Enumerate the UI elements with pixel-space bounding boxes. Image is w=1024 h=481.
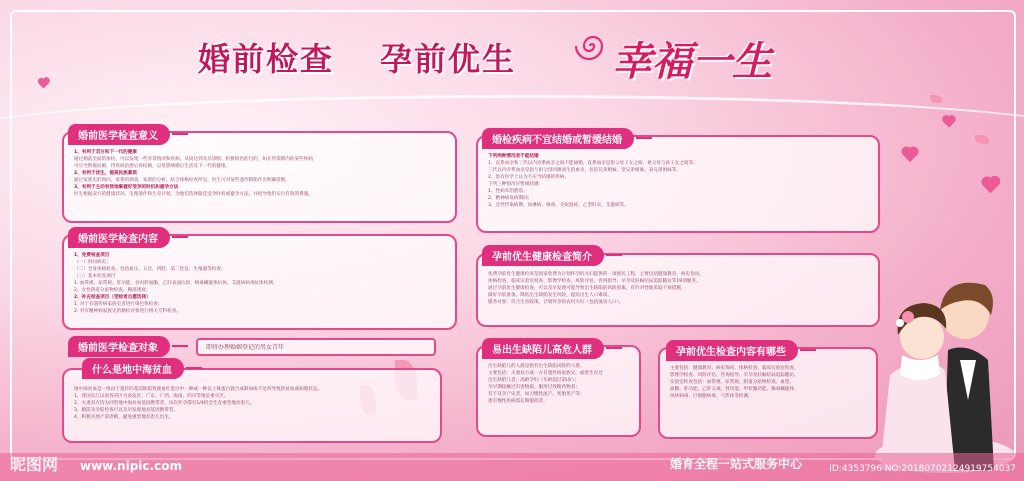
text-line: 体格检查、临床实验室检查、影像学检查、风险评估、咨询指导、早孕及妊娠结局追踪随访等19项服务。	[488, 279, 701, 284]
text-line: 1. 血常规、尿常规、肝功能、谷丙转氨酶、乙肝表面抗原、梅毒螺旋体抗体、艾滋病病毒抗体检测；	[74, 281, 278, 286]
text-line: 免费孕前优生健康检查是国家免费为计划怀孕的夫妇提供的一项惠民工程，主要包括健康教育、病史询问、	[488, 272, 704, 277]
text-line: 血糖、肝功能、乙肝五项、肾功能、甲状腺功能、梅毒螺旋体、	[670, 387, 799, 392]
text-line: 可应当暂缓结婚，待疾病治愈后再结婚，以免影响婚后生活及下一代的健康。	[74, 164, 231, 169]
text-line: 主要包括：健康教育、病史询问、体格检查、临床实验室检查、	[670, 366, 799, 371]
panel-title-highrisk: 易出生缺陷儿高危人群	[482, 338, 604, 359]
text-line: 3、急性传染病期，如淋病、梅毒、尖锐湿疣、乙型肝炎、艾滋病等。	[488, 203, 629, 208]
text-line: （一）询问病史；	[74, 260, 111, 265]
text-line: 2、有利于优生，提高民族素质	[74, 171, 137, 176]
panel-anemia	[62, 368, 442, 443]
text-line: （二）全身体格检查，包括血压、五官、四肢、第二性征、生殖器等检查；	[74, 267, 226, 272]
panel-title-significance: 婚前医学检查意义	[68, 124, 170, 145]
footer-slogan: 婚育全程一站式服务中心	[670, 457, 803, 471]
text-line: 2、患有医学上认为不应当结婚的疾病。	[488, 175, 570, 180]
panel-title-diseases: 婚检疾病不宜结婚或暂缓结婚	[482, 128, 634, 149]
panel-content	[62, 234, 457, 330]
text-line: 有不良孕产史者，如习惯性流产、死胎死产等；	[488, 392, 585, 397]
text-line: （三）基本检查项目	[74, 274, 116, 279]
text-line: 1、直系血亲和三代以内旁系血亲之间不能通婚。直系血亲是指父母子女之间、祖父母与孙子女之间等；	[488, 161, 698, 166]
text-line: 医生根据双方的健康状况、生理条件和生育计划，为他们选择最佳受孕时机或避孕方法，并指导他们实行有效的措施。	[74, 192, 313, 197]
site-url[interactable]: www.nipic.com	[80, 459, 182, 473]
text-line: 实验室检查包括：血常规、尿常规、阴道分泌物检查、血型、	[670, 380, 795, 385]
panel-diseases	[476, 135, 880, 233]
diseases-text	[488, 153, 868, 209]
target-note: 即将办理婚姻登记的男女青年	[206, 344, 285, 351]
title-prepregnancy-eugenics: 孕前优生	[380, 40, 517, 78]
panel-title-content: 婚前医学检查内容	[68, 227, 170, 248]
title-happy-life: 幸福一生	[612, 39, 772, 85]
text-line: 主要包括：夫妻双方或一方有遗传病家族史，或曾生育过	[488, 371, 603, 376]
panel-title-items: 孕前优生检查内容有哪些	[666, 340, 798, 361]
text-line: 3、有利于主动有效地掌握好受孕的时机和避孕方法	[74, 185, 179, 190]
site-logo: 昵图网	[10, 455, 59, 474]
text-line: 做好孕前准备，降低出生缺陷发生风险，提高出生人口素质。	[488, 293, 613, 298]
text-line: 出生缺陷儿者；高龄孕妇（年龄超过35岁）；	[488, 378, 579, 383]
text-line: 通过婚前全面的体检，可以发现一些异常情况和疾病，从而达到及早诊断、积极矫治的目的，如在传染期内的某些疾病，	[74, 157, 318, 162]
text-line: 1、性病未治愈前；	[488, 189, 528, 194]
text-line: 通过家族史的询问，家系的调查，家谱的分析，结合体格检查所见，医生可对某些遗传缺陷作出明确诊断。	[74, 178, 290, 183]
petal-decoration	[975, 135, 989, 144]
text-line: 3、婚前及孕前检查可以及早发现地贫基因携带者。	[74, 408, 178, 413]
panel-title-anemia: 什么是地中海贫血	[82, 358, 184, 379]
prepregnancy-text	[488, 271, 868, 306]
text-line: 通过孕前优生健康检查，可以及早发现可能导致出生缺陷的风险因素，有针对性地采取干预措施，	[488, 286, 686, 291]
text-line: 2、精神病发病期间；	[488, 196, 533, 201]
significance-text	[74, 149, 445, 198]
text-line: 1、有利于双方和下一代的健康	[74, 150, 137, 155]
text-line: 2、夫妻双方均为同型地中海贫血基因携带者，每次怀孕都有1/4机会生育重型地贫患儿。	[74, 401, 255, 406]
text-line: 下列三种情况应暂缓结婚：	[488, 182, 544, 187]
text-line: 患有慢性疾病需长期服药者。	[488, 399, 548, 404]
panel-target	[196, 338, 436, 356]
text-line: 地中海贫血是一组由于遗传的基因缺陷致使血红蛋白中一种或一种以上珠蛋白链合成缺如或不足所导致的贫血或病理状态。	[74, 387, 323, 392]
content-text	[74, 252, 445, 315]
petal-decoration	[930, 95, 942, 103]
highrisk-text	[488, 363, 629, 405]
couple-illustration	[870, 255, 1020, 475]
text-line: 2、补充检查项目（受检者自愿选择）	[74, 295, 151, 300]
image-id: ID:4353796 NO:20180702124919754037	[829, 464, 1016, 474]
items-text	[670, 365, 866, 400]
text-line: 三代以内旁系血亲是指与祖父母同源而生的血亲，包括兄弟姐妹、堂兄弟姐妹、表兄弟姐妹等。	[488, 168, 681, 173]
text-line: 出生缺陷儿的人群是指有出生缺陷风险的人群；	[488, 364, 585, 369]
text-line: 孕早期接触过有害物质、服用过致畸药物者；	[488, 385, 580, 390]
text-line: 1、免费检查项目	[74, 253, 110, 258]
text-line: 1. 对于有遗传病家族史者进行染色体检查；	[74, 302, 163, 307]
text-line: 影像学检查、风险评估、咨询指导、早孕及妊娠结局追踪随访。	[670, 373, 799, 378]
text-line: 风疹病毒、巨细胞病毒、弓形体等检测。	[670, 394, 753, 399]
panel-title-prepregnancy: 孕前优生健康检查简介	[482, 245, 604, 266]
swirl-icon	[572, 26, 612, 66]
text-line: 2. 对有精神病家族史的婚检对象进行相关专科检查。	[74, 309, 181, 314]
text-line: 下列两种情况者不能结婚	[488, 154, 539, 159]
anemia-text	[74, 386, 430, 421]
text-line: 2、女性阴道分泌物检查，胸部透视；	[74, 288, 151, 293]
text-line: 服务对象：符合生育政策、计划怀孕的农村夫妇（包括流动人口）。	[488, 300, 624, 305]
text-line: 1、我国长江以南各省区为高发区，广东、广西、海南、四川等地是重灾区。	[74, 394, 229, 399]
title-premarital-check: 婚前检查	[198, 40, 335, 78]
text-line: 4、积极开展产前诊断，避免重型地贫患儿出生。	[74, 415, 174, 420]
panel-title-target: 婚前医学检查对象	[68, 336, 170, 357]
